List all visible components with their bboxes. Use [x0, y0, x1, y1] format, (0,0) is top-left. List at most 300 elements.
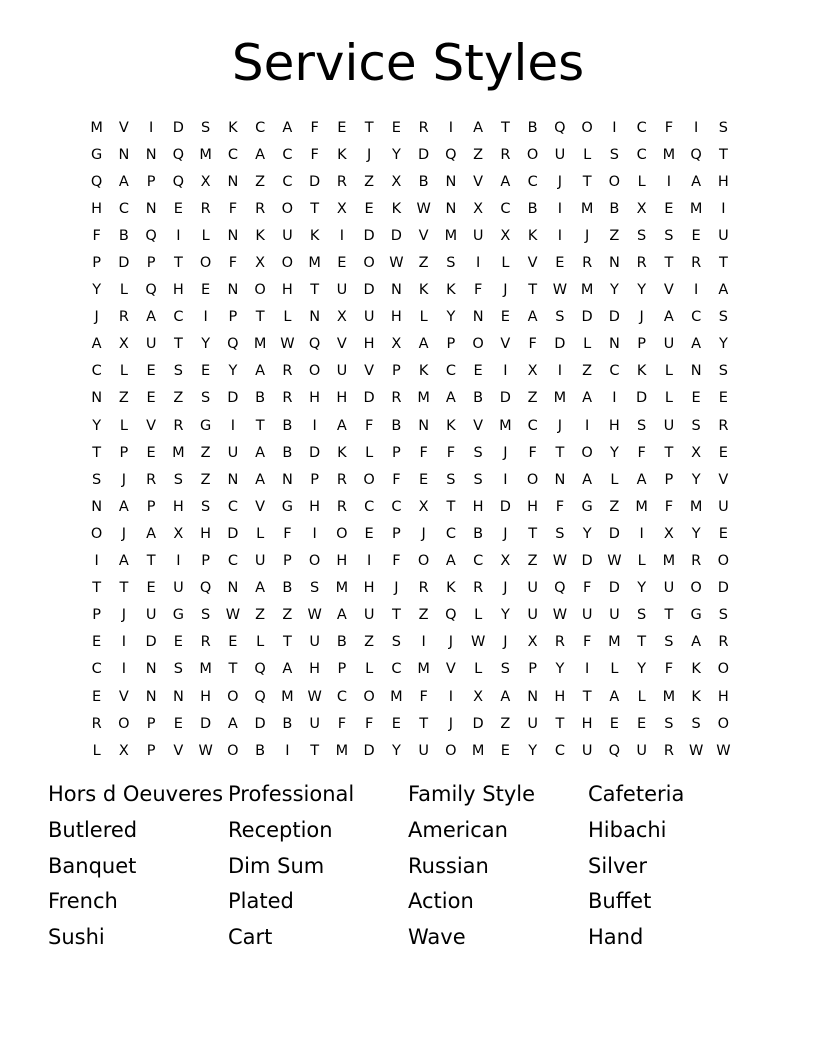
grid-letter: Z — [418, 255, 429, 272]
grid-letter: I — [721, 200, 726, 217]
grid-letter: T — [637, 634, 647, 651]
grid-letter: C — [91, 661, 102, 678]
grid-letter: L — [119, 417, 128, 434]
grid-letter: T — [92, 580, 102, 597]
grid-letter: J — [366, 146, 372, 163]
grid-letter: R — [336, 173, 347, 190]
grid-letter: M — [608, 634, 621, 651]
grid-letter: B — [282, 444, 293, 461]
grid-letter: L — [119, 363, 128, 380]
grid-letter: N — [172, 688, 184, 705]
grid-letter: M — [417, 661, 430, 678]
grid-letter: O — [308, 553, 321, 570]
grid-letter: Q — [172, 146, 185, 163]
grid-letter: F — [528, 336, 537, 353]
grid-letter: O — [717, 715, 730, 732]
grid-letter: Q — [90, 173, 103, 190]
word-list-item: Silver — [588, 853, 647, 878]
word-list-item: Hibachi — [588, 817, 667, 842]
grid-letter: V — [118, 119, 129, 136]
grid-letter: S — [664, 227, 674, 244]
grid-letter: T — [255, 417, 265, 434]
grid-letter: I — [421, 634, 426, 651]
grid-letter: G — [200, 417, 212, 434]
word-list-item: Buffet — [588, 889, 652, 914]
grid-letter: E — [146, 390, 156, 407]
grid-letter: R — [200, 200, 211, 217]
grid-letter: A — [636, 471, 647, 488]
grid-letter: T — [119, 580, 129, 597]
grid-letter: S — [201, 498, 211, 515]
grid-letter: C — [691, 309, 702, 326]
grid-letter: S — [500, 661, 510, 678]
grid-letter: A — [500, 688, 511, 705]
grid-letter: D — [363, 390, 375, 407]
grid-letter: D — [581, 553, 593, 570]
grid-letter: I — [584, 661, 590, 678]
grid-letter: N — [472, 309, 484, 326]
grid-letter: B — [473, 390, 484, 407]
grid-letter: N — [145, 661, 157, 678]
grid-letter: M — [172, 444, 185, 461]
grid-letter: C — [282, 173, 293, 190]
grid-letter: K — [636, 363, 647, 380]
grid-letter: N — [227, 282, 239, 299]
grid-letter: A — [582, 471, 593, 488]
grid-letter: P — [528, 661, 537, 678]
grid-letter: Y — [446, 309, 456, 326]
grid-letter: D — [309, 444, 321, 461]
grid-letter: W — [688, 742, 704, 759]
grid-letter: I — [230, 417, 236, 434]
grid-letter: T — [664, 444, 674, 461]
grid-letter: Q — [172, 173, 185, 190]
grid-letter: S — [173, 471, 183, 488]
grid-letter: V — [473, 173, 484, 190]
word-list-item: Cart — [228, 925, 273, 949]
grid-letter: L — [583, 336, 592, 353]
grid-letter: E — [473, 363, 483, 380]
grid-letter: U — [527, 607, 538, 624]
grid-letter: S — [718, 309, 728, 326]
grid-letter: F — [528, 444, 537, 461]
grid-letter: E — [337, 119, 347, 136]
grid-letter: J — [121, 607, 127, 624]
grid-letter: S — [691, 715, 701, 732]
grid-letter: E — [500, 309, 510, 326]
grid-letter: S — [201, 119, 211, 136]
grid-letter: N — [227, 580, 239, 597]
grid-letter: T — [582, 173, 592, 190]
grid-letter: A — [146, 309, 157, 326]
grid-letter: A — [227, 715, 238, 732]
grid-letter: K — [255, 227, 265, 244]
grid-letter: J — [121, 525, 127, 542]
grid-letter: I — [121, 634, 127, 651]
grid-letter: L — [637, 688, 646, 705]
grid-letter: P — [146, 173, 156, 190]
grid-letter: X — [527, 634, 538, 651]
word-list-item: French — [48, 889, 118, 914]
grid-letter: T — [419, 715, 429, 732]
letter-grid — [83, 114, 737, 764]
grid-letter: I — [584, 417, 590, 434]
grid-letter: L — [583, 146, 592, 163]
grid-letter: C — [609, 363, 620, 380]
grid-letter: M — [471, 742, 485, 759]
grid-letter: S — [173, 363, 183, 380]
word-list-item: Russian — [408, 853, 489, 878]
grid-letter: L — [119, 282, 128, 299]
grid-letter: Y — [391, 146, 401, 163]
grid-letter: W — [389, 255, 404, 272]
grid-letter: P — [283, 553, 292, 570]
grid-letter: A — [582, 390, 593, 407]
grid-letter: B — [418, 173, 429, 190]
grid-letter: R — [336, 498, 347, 515]
grid-letter: S — [637, 607, 647, 624]
grid-letter: O — [118, 715, 130, 732]
grid-letter: D — [363, 227, 375, 244]
grid-letter: N — [309, 309, 321, 326]
grid-letter: F — [446, 444, 456, 461]
grid-letter: M — [635, 498, 648, 515]
grid-letter: Y — [500, 607, 510, 624]
grid-letter: K — [446, 417, 456, 434]
word-list-item: Professional — [228, 782, 355, 806]
grid-letter: V — [718, 471, 729, 488]
grid-letter: W — [198, 742, 213, 759]
grid-letter: A — [473, 119, 484, 136]
grid-letter: Q — [554, 580, 566, 597]
grid-letter: J — [448, 634, 454, 651]
grid-letter: H — [554, 688, 566, 705]
grid-letter: C — [636, 119, 647, 136]
grid-letter: F — [419, 444, 428, 461]
grid-letter: U — [309, 634, 320, 651]
grid-letter: A — [500, 173, 511, 190]
grid-letter: F — [228, 200, 238, 217]
grid-letter: U — [554, 146, 566, 163]
grid-letter: N — [118, 146, 130, 163]
grid-letter: M — [444, 227, 458, 244]
grid-letter: R — [336, 471, 347, 488]
grid-letter: D — [499, 498, 511, 515]
grid-letter: I — [312, 417, 317, 434]
grid-letter: Z — [500, 715, 511, 732]
grid-letter: O — [608, 173, 621, 190]
grid-letter: B — [527, 119, 538, 136]
grid-letter: D — [172, 119, 184, 136]
grid-letter: Y — [555, 661, 565, 678]
grid-letter: Q — [445, 146, 457, 163]
grid-letter: M — [253, 336, 267, 353]
grid-letter: X — [255, 255, 266, 272]
grid-letter: D — [608, 309, 620, 326]
grid-letter: P — [146, 255, 156, 272]
grid-letter: I — [448, 119, 454, 136]
grid-letter: I — [693, 282, 699, 299]
grid-letter: R — [554, 634, 565, 651]
grid-letter: R — [200, 634, 211, 651]
grid-letter: U — [472, 227, 484, 244]
grid-letter: R — [663, 742, 674, 759]
grid-letter: U — [282, 227, 293, 244]
grid-letter: Y — [228, 363, 238, 380]
grid-letter: N — [91, 390, 103, 407]
grid-letter: M — [199, 661, 212, 678]
grid-letter: I — [94, 553, 99, 570]
grid-letter: O — [363, 688, 375, 705]
grid-letter: H — [172, 498, 184, 515]
grid-letter: T — [364, 119, 374, 136]
word-list-item: Sushi — [48, 925, 105, 949]
grid-letter: T — [664, 255, 674, 272]
grid-letter: X — [663, 525, 674, 542]
grid-letter: A — [445, 553, 456, 570]
grid-letter: C — [118, 200, 129, 217]
grid-letter: Q — [199, 580, 212, 597]
grid-letter: V — [255, 498, 266, 515]
grid-letter: U — [636, 742, 647, 759]
grid-letter: E — [364, 200, 374, 217]
grid-letter: E — [664, 200, 674, 217]
grid-letter: D — [363, 282, 375, 299]
grid-letter: C — [282, 146, 293, 163]
grid-letter: O — [581, 119, 593, 136]
grid-letter: E — [146, 363, 156, 380]
grid-letter: E — [173, 634, 183, 651]
grid-letter: I — [503, 363, 508, 380]
grid-letter: D — [636, 390, 648, 407]
grid-letter: E — [173, 715, 183, 732]
grid-letter: Y — [718, 336, 728, 353]
grid-letter: H — [581, 715, 593, 732]
grid-letter: N — [227, 227, 239, 244]
grid-letter: A — [718, 282, 729, 299]
grid-letter: D — [554, 336, 566, 353]
grid-letter: J — [584, 227, 590, 244]
grid-letter: T — [555, 444, 565, 461]
word-list — [48, 777, 768, 956]
grid-letter: R — [91, 715, 102, 732]
grid-letter: F — [419, 688, 428, 705]
grid-letter: U — [609, 607, 620, 624]
grid-letter: O — [717, 661, 730, 678]
grid-letter: U — [581, 607, 593, 624]
grid-letter: A — [691, 634, 702, 651]
grid-letter: M — [689, 498, 703, 515]
grid-letter: I — [557, 200, 563, 217]
grid-letter: I — [639, 525, 644, 542]
grid-letter: F — [337, 715, 347, 732]
grid-letter: C — [255, 119, 266, 136]
grid-letter: R — [500, 146, 511, 163]
grid-letter: H — [717, 688, 729, 705]
grid-letter: D — [472, 715, 484, 732]
grid-letter: I — [666, 173, 672, 190]
grid-letter: K — [691, 661, 701, 678]
word-list-item: American — [408, 817, 508, 842]
grid-letter: A — [255, 471, 266, 488]
grid-letter: L — [610, 471, 619, 488]
grid-letter: A — [609, 688, 620, 705]
word-list-item: Banquet — [48, 853, 137, 878]
grid-letter: E — [228, 634, 238, 651]
grid-letter: F — [582, 580, 592, 597]
grid-letter: K — [691, 688, 701, 705]
grid-letter: Y — [637, 661, 647, 678]
grid-letter: Q — [445, 607, 457, 624]
grid-letter: H — [363, 336, 375, 353]
grid-letter: C — [527, 173, 538, 190]
word-list-item: Plated — [228, 889, 294, 914]
grid-letter: T — [528, 525, 538, 542]
grid-letter: X — [418, 498, 429, 515]
grid-letter: K — [391, 200, 402, 217]
grid-letter: I — [612, 390, 617, 407]
grid-letter: L — [474, 661, 483, 678]
grid-letter: K — [446, 282, 456, 299]
grid-letter: C — [227, 553, 238, 570]
grid-letter: M — [662, 146, 676, 163]
grid-letter: B — [255, 742, 266, 759]
grid-letter: A — [255, 146, 266, 163]
grid-letter: Q — [227, 336, 239, 353]
grid-letter: Y — [582, 525, 592, 542]
grid-letter: X — [200, 173, 211, 190]
grid-letter: M — [390, 688, 403, 705]
grid-letter: S — [555, 525, 565, 542]
grid-letter: X — [391, 173, 402, 190]
grid-letter: J — [448, 715, 454, 732]
grid-letter: E — [500, 742, 510, 759]
grid-letter: W — [716, 742, 731, 759]
grid-letter: O — [690, 580, 702, 597]
grid-letter: E — [691, 390, 701, 407]
grid-letter: U — [418, 742, 429, 759]
grid-letter: D — [499, 390, 511, 407]
grid-letter: U — [336, 363, 348, 380]
grid-letter: I — [612, 119, 617, 136]
grid-letter: O — [717, 553, 730, 570]
grid-letter: C — [445, 363, 456, 380]
grid-letter: F — [228, 255, 238, 272]
grid-letter: P — [119, 444, 129, 461]
grid-letter: F — [392, 553, 401, 570]
grid-letter: B — [118, 227, 129, 244]
grid-letter: U — [227, 444, 239, 461]
grid-letter: C — [227, 498, 238, 515]
grid-letter: K — [337, 444, 347, 461]
grid-letter: L — [637, 553, 646, 570]
grid-letter: S — [637, 227, 647, 244]
grid-letter: X — [473, 688, 484, 705]
grid-letter: S — [201, 390, 211, 407]
grid-letter: C — [364, 498, 375, 515]
grid-letter: U — [145, 336, 157, 353]
grid-letter: H — [309, 661, 321, 678]
grid-letter: C — [336, 688, 347, 705]
grid-letter: S — [201, 607, 211, 624]
grid-letter: N — [445, 200, 457, 217]
grid-letter: D — [363, 742, 375, 759]
grid-letter: H — [527, 498, 539, 515]
grid-letter: I — [176, 227, 181, 244]
grid-letter: Z — [418, 607, 429, 624]
grid-letter: D — [581, 309, 593, 326]
grid-letter: J — [639, 309, 644, 326]
grid-letter: Q — [690, 146, 702, 163]
grid-letter: W — [552, 607, 568, 624]
grid-letter: Z — [527, 390, 538, 407]
grid-letter: R — [691, 553, 702, 570]
grid-letter: L — [664, 363, 673, 380]
grid-letter: O — [227, 688, 239, 705]
grid-letter: D — [118, 255, 130, 272]
grid-letter: T — [228, 661, 238, 678]
grid-letter: Z — [364, 173, 375, 190]
grid-letter: J — [121, 471, 127, 488]
grid-letter: H — [472, 498, 484, 515]
grid-letter: W — [307, 607, 322, 624]
grid-letter: S — [446, 471, 456, 488]
grid-letter: I — [557, 363, 563, 380]
grid-letter: X — [500, 227, 511, 244]
grid-letter: T — [718, 146, 728, 163]
grid-letter: N — [418, 417, 430, 434]
grid-letter: E — [173, 200, 183, 217]
grid-letter: A — [91, 336, 102, 353]
grid-letter: O — [227, 742, 239, 759]
grid-letter: Z — [609, 498, 620, 515]
grid-letter: M — [499, 417, 512, 434]
grid-letter: I — [557, 227, 563, 244]
grid-letter: V — [364, 363, 375, 380]
grid-letter: T — [255, 309, 265, 326]
grid-letter: O — [336, 525, 348, 542]
grid-letter: D — [227, 525, 239, 542]
grid-letter: U — [309, 715, 320, 732]
grid-letter: F — [392, 471, 401, 488]
grid-letter: K — [418, 363, 429, 380]
grid-letter: O — [90, 525, 103, 542]
grid-letter: W — [607, 553, 622, 570]
grid-letter: F — [555, 498, 565, 515]
grid-letter: V — [445, 661, 456, 678]
grid-letter: B — [609, 200, 620, 217]
grid-letter: H — [200, 525, 212, 542]
grid-letter: T — [173, 336, 183, 353]
grid-letter: A — [336, 417, 347, 434]
grid-letter: F — [473, 282, 483, 299]
grid-letter: T — [173, 255, 183, 272]
grid-letter: V — [663, 282, 674, 299]
grid-letter: M — [90, 119, 103, 136]
grid-letter: H — [717, 173, 729, 190]
grid-letter: X — [500, 553, 511, 570]
grid-letter: E — [201, 363, 211, 380]
grid-letter: S — [664, 715, 674, 732]
grid-letter: V — [527, 255, 538, 272]
grid-letter: E — [609, 715, 619, 732]
grid-letter: A — [663, 309, 674, 326]
grid-letter: X — [691, 444, 702, 461]
grid-letter: E — [146, 580, 156, 597]
grid-letter: J — [557, 173, 563, 190]
grid-letter: N — [227, 173, 239, 190]
grid-letter: A — [255, 444, 266, 461]
